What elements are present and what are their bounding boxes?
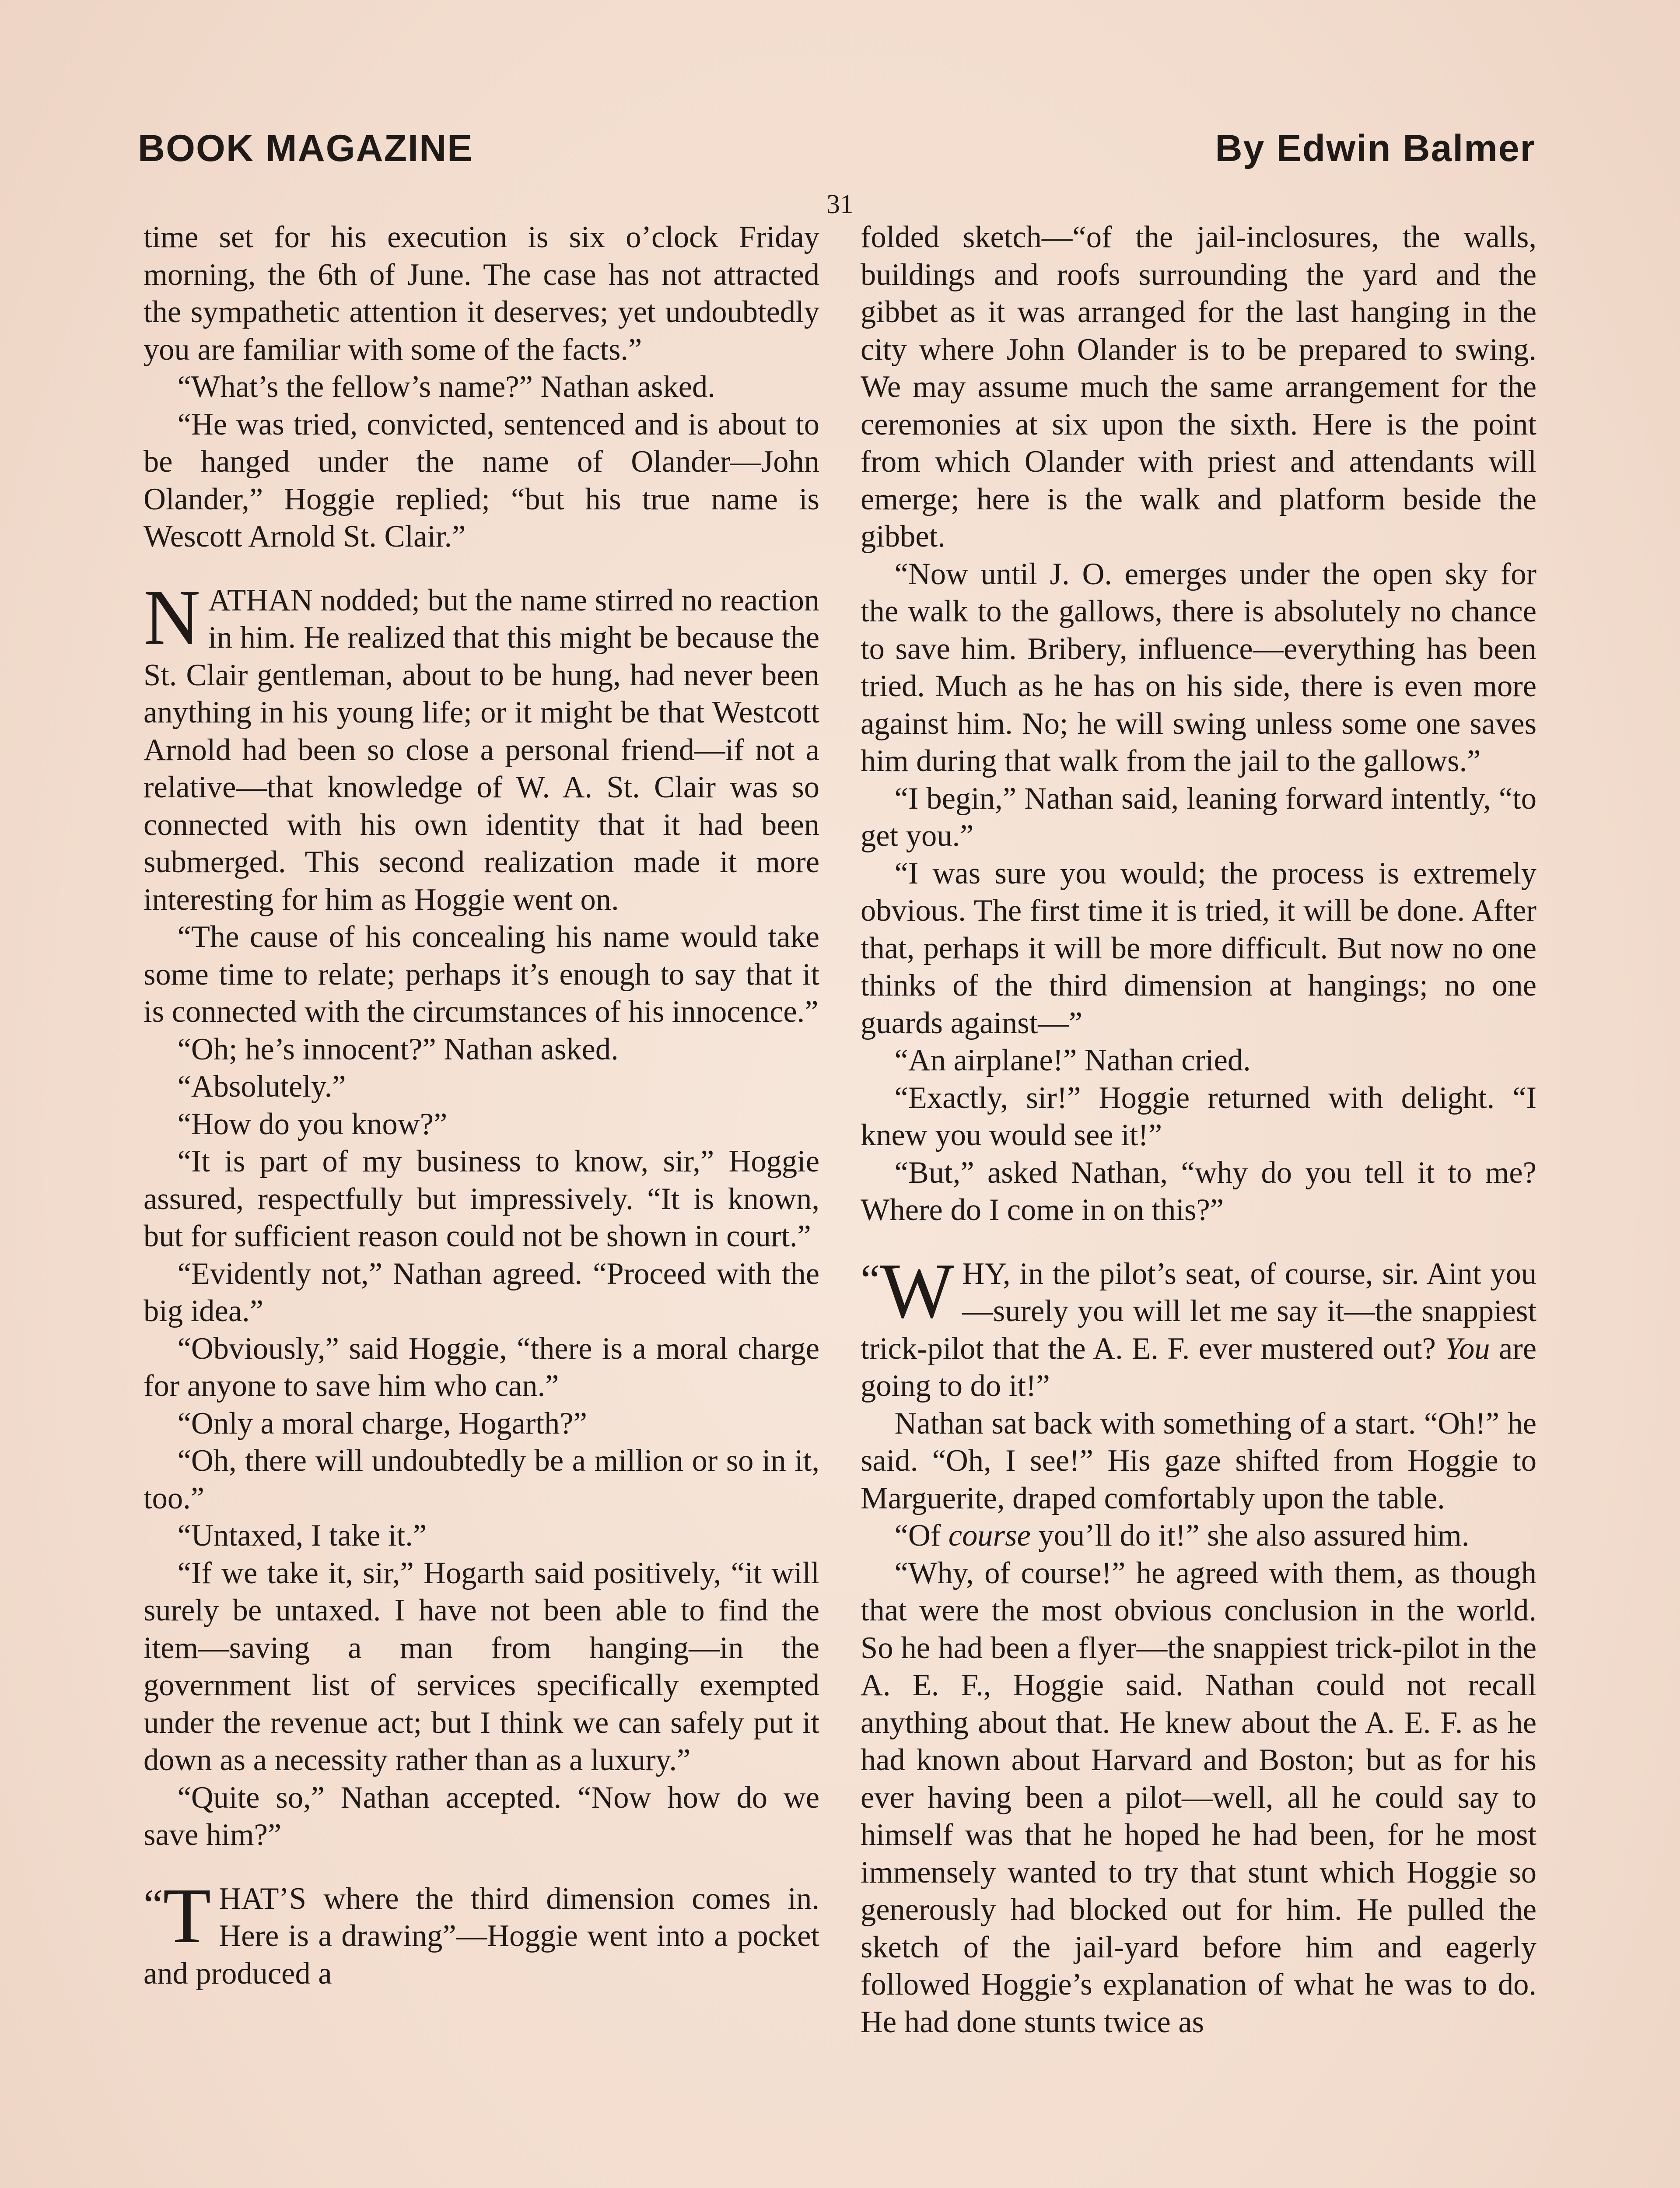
paragraph: “How do you know?” <box>177 1107 448 1141</box>
drop-cap-letter: T <box>163 1872 211 1959</box>
paragraph: “Oh, there will undoubtedly be a million or so in it, too.” <box>144 1444 819 1515</box>
right-column <box>861 219 1536 2041</box>
drop-cap <box>861 1247 955 1334</box>
paragraph: “Absolutely.” <box>177 1069 346 1104</box>
paragraph <box>861 1517 1536 1555</box>
paragraph-dropcap <box>144 1872 819 1993</box>
paragraph: “Only a moral charge, Hogarth?” <box>177 1406 587 1441</box>
paragraph: “It is part of my business to know, sir,” Hoggie assured, respectfully but impressively. “It is known, but for sufficient reason could not be shown in court.” <box>144 1144 819 1253</box>
paragraph: time set for his execution is six o’clock Friday morning, the 6th of June. The case has not attracted the sympathetic attention it deserves; yet undoubtedly you are familiar with some of the facts.” <box>144 220 819 367</box>
emphasis: course <box>948 1518 1031 1553</box>
paragraph-text: you’ll do it!” she also assured him. <box>1038 1518 1470 1553</box>
paragraph: folded sketch—“of the jail-inclosures, the walls, buildings and roofs surrounding the yard and the gibbet as it was arranged for the last hanging in the city where John Olander is to be prepared to swing. We may assume much the same arrangement for the ceremonies at six upon the sixth. Here is the point from which Olander with priest and attendants will emerge; here is the walk and platform beside the gibbet. <box>861 220 1536 554</box>
drop-cap: N <box>144 573 200 661</box>
paragraph-text: HY, in the pilot’s seat, of course, sir. Aint you—surely you will let me say it—the snappiest trick-pilot that the A. E. F. ever mustered out? <box>861 1256 1536 1366</box>
page-number: 31 <box>826 189 854 219</box>
left-column <box>144 219 819 1992</box>
paragraph: “What’s the fellow’s name?” Nathan asked. <box>177 370 715 404</box>
paragraph: “Now until J. O. emerges under the open sky for the walk to the gallows, there is absolutely no chance to save him. Bribery, influence—everything has been tried. Much as he has on his side, there is even more against him. No; he will swing unless some one saves him during that walk from the jail to the gallows.” <box>861 557 1536 778</box>
drop-cap-letter: W <box>880 1247 955 1334</box>
drop-cap-quote: “ <box>861 1255 880 1304</box>
paragraph-text: HAT’S where the third dimension comes in. Here is a drawing”—Hoggie went into a pocket and produced a <box>144 1881 819 1991</box>
author-byline: By Edwin Balmer <box>1215 127 1536 169</box>
emphasis: You <box>1445 1331 1490 1366</box>
drop-cap <box>144 1872 211 1959</box>
paragraph: “Why, of course!” he agreed with them, as though that were the most obvious conclusion in the world. So he had been a flyer—the snappiest trick-pilot in the A. E. F., Hoggie said. Nathan could not recall anything about that. He knew about the A. E. F. as he had known about Harvard and Boston; but as for his ever having been a pilot—well, all he could say to himself was that he hoped he had been, for he most immensely wanted to try that stunt which Hoggie so generously had blocked out for him. He pulled the sketch of the jail-yard before him and eagerly followed Hoggie’s explanation of what he was to do. He had done stunts twice as <box>861 1556 1536 2039</box>
paragraph: “If we take it, sir,” Hogarth said positively, “it will surely be untaxed. I have not been able to find the item—saving a man from hanging—in the government list of services specifically exempted under the revenue act; but I think we can safely put it down as a necessity rather than as a luxury.” <box>144 1556 819 1777</box>
paragraph: “Untaxed, I take it.” <box>177 1518 427 1553</box>
paragraph: “He was tried, convicted, sentenced and is about to be hanged under the name of Olander—John Olander,” Hoggie replied; “but his true name is Wescott Arnold St. Clair.” <box>144 407 819 554</box>
paragraph: “Evidently not,” Nathan agreed. “Proceed with the big idea.” <box>144 1256 819 1328</box>
drop-cap-quote: “ <box>144 1880 163 1929</box>
paragraph: “Obviously,” said Hoggie, “there is a moral charge for anyone to save him who can.” <box>144 1331 819 1403</box>
paragraph: Nathan sat back with something of a start. “Oh!” he said. “Oh, I see!” His gaze shifted from Hoggie to Marguerite, draped comfortably upon the table. <box>861 1406 1536 1515</box>
paragraph-text: are going to do it!” <box>861 1331 1537 1403</box>
paragraph: “The cause of his concealing his name would take some time to relate; perhaps it’s enough to say that it is connected with the circumstances of his innocence.” <box>144 920 819 1029</box>
paragraph-text: ATHAN nodded; but the name stirred no reaction in him. He realized that this might be because the St. Clair gentleman, about to be hung, had never been anything in his young life; or it might be that Westcott Arnold had been so close a personal friend—if not a relative—that knowledge of W. A. St. Clair was so connected with his own identity that it had been submerged. This second realization made it more interesting for him as Hoggie went on. <box>144 583 819 917</box>
paragraph: “Quite so,” Nathan accepted. “Now how do we save him?” <box>144 1780 819 1852</box>
paragraph-dropcap <box>861 1247 1537 1405</box>
paragraph: “Exactly, sir!” Hoggie returned with delight. “I knew you would see it!” <box>861 1080 1536 1152</box>
magazine-title: BOOK MAGAZINE <box>138 127 473 169</box>
paragraph-dropcap <box>144 573 819 919</box>
running-header <box>138 127 1536 184</box>
paragraph: “Oh; he’s innocent?” Nathan asked. <box>177 1032 619 1066</box>
paragraph-text: “Of <box>894 1518 941 1553</box>
paragraph: “But,” asked Nathan, “why do you tell it to me? Where do I come in on this?” <box>861 1155 1536 1227</box>
paragraph: “I begin,” Nathan said, leaning forward intently, “to get you.” <box>861 781 1536 853</box>
paragraph: “An airplane!” Nathan cried. <box>894 1043 1251 1077</box>
paragraph: “I was sure you would; the process is extremely obvious. The first time it is tried, it will be done. After that, perhaps it will be more difficult. But now no one thinks of the third dimension at hangings; no one guards against—” <box>861 856 1536 1040</box>
